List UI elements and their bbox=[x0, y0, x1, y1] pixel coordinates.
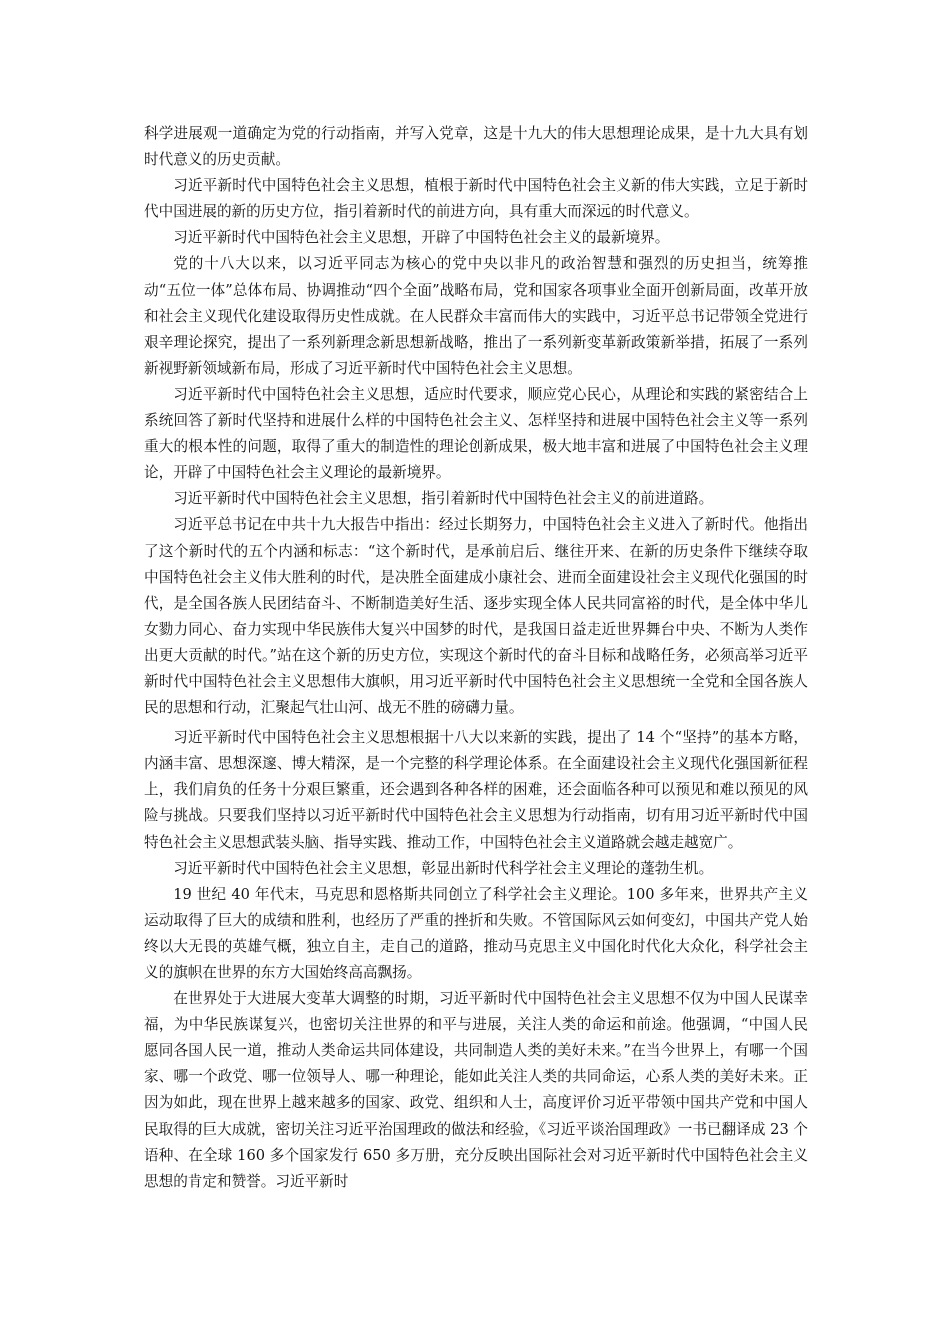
paragraph: 党的十八大以来，以习近平同志为核心的党中央以非凡的政治智慧和强烈的历史担当，统筹推动“五位一体”总体布局、协调推动“四个全面”战略布局，党和国家各项事业全面开创新局面，改革开放和社会主义现代化建设取得历史性成就。在人民群众丰富而伟大的实践中，习近平总书记带领全党进行艰辛理论探究，提出了一系列新理念新思想新战略，推出了一系列新变革新政策新举措，拓展了一系列新视野新领域新布局，形成了习近平新时代中国特色社会主义思想。 bbox=[144, 255, 808, 377]
paragraph: 19 世纪 40 年代末，马克思和恩格斯共同创立了科学社会主义理论。100 多年来，世界共产主义运动取得了巨大的成绩和胜利，也经历了严重的挫折和失败。不管国际风云如何变幻，中国共产党人始终以大无畏的英雄气概，独立自主，走自己的道路，推动马克思主义中国化时代化大众化，科学社会主义的旗帜在世界的东方大国始终高高飘扬。 bbox=[144, 885, 808, 981]
paragraph: 习近平新时代中国特色社会主义思想，适应时代要求，顺应党心民心，从理论和实践的紧密结合上系统回答了新时代坚持和进展什么样的中国特色社会主义、怎样坚持和进展中国特色社会主义等一系列重大的根本性的问题，取得了重大的制造性的理论创新成果，极大地丰富和进展了中国特色社会主义理论，开辟了中国特色社会主义理论的最新境界。 bbox=[144, 385, 808, 482]
paragraph: 习近平新时代中国特色社会主义思想根据十八大以来新的实践，提出了 14 个“坚持”的基本方略，内涵丰富、思想深邃、博大精深，是一个完整的科学理论体系。在全面建设社会主义现代化强国新征程上，我们肩负的任务十分艰巨繁重，还会遇到各种各样的困难，还会面临各种可以预见和难以预见的风险与挑战。只要我们坚持以习近平新时代中国特色社会主义思想为行动指南，切有用习近平新时代中国特色社会主义思想武装头脑、指导实践、推动工作，中国特色社会主义道路就会越走越宽广。 bbox=[144, 729, 808, 851]
paragraph: 习近平新时代中国特色社会主义思想，开辟了中国特色社会主义的最新境界。 bbox=[173, 229, 670, 247]
paragraph: 习近平总书记在中共十九大报告中指出：经过长期努力，中国特色社会主义进入了新时代。他指出了这个新时代的五个内涵和标志：“这个新时代，是承前启后、继往开来、在新的历史条件下继续夺取中国特色社会主义伟大胜利的时代，是决胜全面建成小康社会、进而全面建设社会主义现代化强国的时代，是全国各族人民团结奋斗、不断制造美好生活、逐步实现全体人民共同富裕的时代，是全体中华儿女勠力同心、奋力实现中华民族伟大复兴中国梦的时代，是我国日益走近世界舞台中央、不断为人类作出更大贡献的时代。”站在这个新的历史方位，实现这个新时代的奋斗目标和战略任务，必须高举习近平新时代中国特色社会主义思想伟大旗帜，用习近平新时代中国特色社会主义思想统一全党和全国各族人民的思想和行动，汇聚起气壮山河、战无不胜的磅礴力量。 bbox=[144, 516, 808, 717]
paragraph: 习近平新时代中国特色社会主义思想，植根于新时代中国特色社会主义新的伟大实践，立足于新时代中国进展的新的历史方位，指引着新时代的前进方向，具有重大而深远的时代意义。 bbox=[144, 177, 808, 221]
paragraph: 习近平新时代中国特色社会主义思想，指引着新时代中国特色社会主义的前进道路。 bbox=[173, 490, 714, 508]
paragraph: 习近平新时代中国特色社会主义思想，彰显出新时代科学社会主义理论的蓬勃生机。 bbox=[173, 859, 714, 877]
paragraph: 在世界处于大进展大变革大调整的时期，习近平新时代中国特色社会主义思想不仅为中国人民谋幸福，为中华民族谋复兴，也密切关注世界的和平与进展，关注人类的命运和前途。他强调，“中国人民愿同各国人民一道，推动人类命运共同体建设，共同制造人类的美好未来。”在当今世界上，有哪一个国家、哪一个政党、哪一位领导人、哪一种理论，能如此关注人类的共同命运，心系人类的美好未来。正因为如此，现在世界上越来越多的国家、政党、组织和人士，高度评价习近平带领中国共产党和中国人民取得的巨大成就，密切关注习近平治国理政的做法和经验，《习近平谈治国理政》一书已翻译成 23 个语种、在全球 160 多个国家发行 650 多万册，充分反映出国际社会对习近平新时代中国特色社会主义思想的肯定和赞誉。习近平新时 bbox=[144, 990, 808, 1190]
document-body bbox=[144, 121, 808, 1195]
paragraph: 科学进展观一道确定为党的行动指南，并写入党章，这是十九大的伟大思想理论成果，是十九大具有划时代意义的历史贡献。 bbox=[144, 125, 808, 169]
